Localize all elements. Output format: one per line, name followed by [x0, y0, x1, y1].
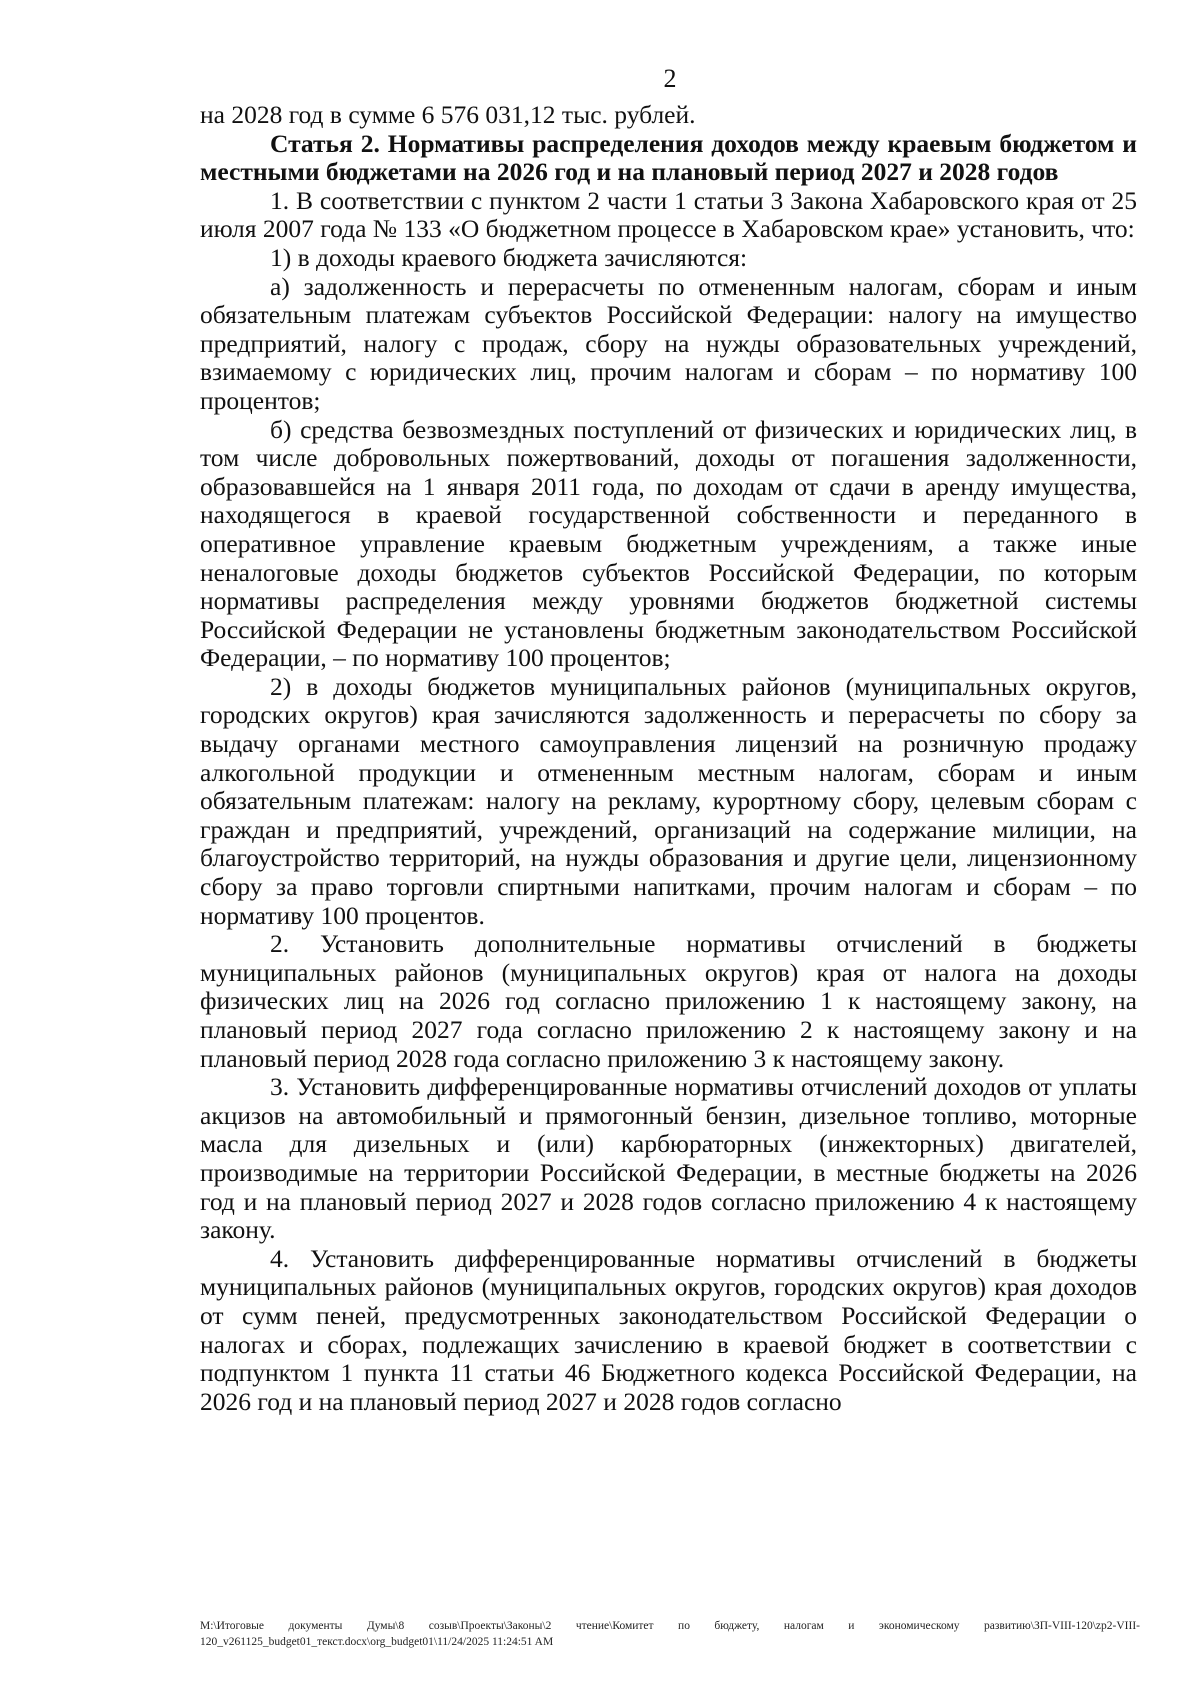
lead-line: на 2028 год в сумме 6 576 031,12 тыс. рублей. [200, 100, 696, 129]
paragraph: 3. Установить дифференцированные нормативы отчислений доходов от уплаты акцизов на автомобильный и прямогонный бензин, дизельное топливо, моторные масла для дизельных и (или) карбюраторных (инжекторных) двигателей, производимые на территории Российской Федерации, в местные бюджеты на 2026 год и на плановый период 2027 и 2028 годов согласно приложению 4 к настоящему закону. [200, 1072, 1137, 1245]
paragraph: 2. Установить дополнительные нормативы отчислений в бюджеты муниципальных районов (муниципальных округов) края от налога на доходы физических лиц на 2026 год согласно приложению 1 к настоящему закону, на плановый период 2027 года согласно приложению 2 к настоящему закону и на плановый период 2028 года согласно приложению 3 к настоящему закону. [200, 929, 1137, 1073]
paragraph: 1) в доходы краевого бюджета зачисляются: [270, 242, 748, 272]
file-path-footer: M:\Итоговые документы Думы\8 созыв\Проекты\Законы\2 чтение\Комитет по бюджету, налогам и экономическому развитию\ЗП-VIII-120\zp2-VIII-120_v261125_budget01_текст.docx\org_budget01\11/24/2025 11:24:51 AM [200, 1620, 1140, 1648]
document-body [200, 101, 1137, 1416]
article-heading: Статья 2. Нормативы распределения доходов между краевым бюджетом и местными бюджетами на 2026 год и на плановый период 2027 и 2028 годов [200, 128, 1137, 187]
paragraph: 2) в доходы бюджетов муниципальных районов (муниципальных округов, городских округов) края зачисляются задолженность и перерасчеты по сбору за выдачу органами местного самоуправления лицензий на розничную продажу алкогольной продукции и отмененным местным налогам, сборам и иным обязательным платежам: налогу на рекламу, курортному сбору, целевым сборам с граждан и предприятий, учреждений, организаций на содержание милиции, на благоустройство территорий, на нужды образования и другие цели, лицензионному сбору за право торговли спиртными напитками, прочим налогам и сборам – по нормативу 100 процентов. [200, 671, 1137, 930]
paragraph: б) средства безвозмездных поступлений от физических и юридических лиц, в том числе добровольных пожертвований, доходы от погашения задолженности, образовавшейся на 1 января 2011 года, по доходам от сдачи в аренду имущества, находящегося в краевой государственной собственности и переданного в оперативное управление краевым бюджетным учреждениям, а также иные неналоговые доходы бюджетов субъектов Российской Федерации, по которым нормативы распределения между уровнями бюджетов бюджетной системы Российской Федерации не установлены бюджетным законодательством Российской Федерации, – по нормативу 100 процентов; [200, 414, 1137, 673]
page-number: 2 [663, 64, 677, 93]
paragraph: 4. Установить дифференцированные нормативы отчислений в бюджеты муниципальных районов (муниципальных округов, городских округов) края доходов от сумм пеней, предусмотренных законодательством Российской Федерации о налогах и сборах, подлежащих зачислению в краевой бюджет в соответствии с подпунктом 1 пункта 11 статьи 46 Бюджетного кодекса Российской Федерации, на 2026 год и на плановый период 2027 и 2028 годов согласно [200, 1243, 1137, 1416]
paragraph: 1. В соответствии с пунктом 2 части 1 статьи 3 Закона Хабаровского края от 25 июля 2007 года № 133 «О бюджетном процессе в Хабаровском крае» установить, что: [200, 185, 1137, 244]
paragraph: а) задолженность и перерасчеты по отмененным налогам, сборам и иным обязательным платежам субъектов Российской Федерации: налогу на имущество предприятий, налогу с продаж, сбору на нужды образовательных учреждений, взимаемому с юридических лиц, прочим налогам и сборам – по нормативу 100 процентов; [200, 271, 1137, 415]
